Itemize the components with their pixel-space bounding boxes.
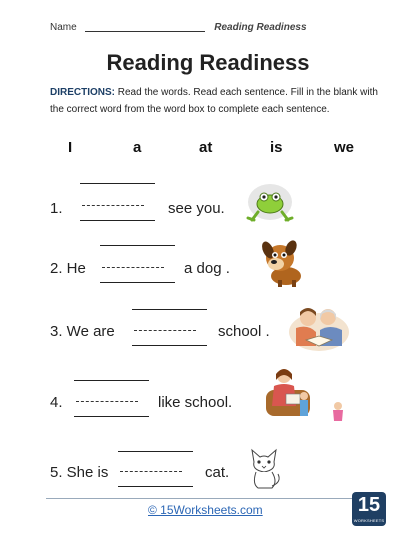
answer-blank[interactable]	[82, 205, 144, 206]
frog-icon	[244, 182, 296, 226]
sentence-end: see you.	[168, 200, 225, 217]
word-a: a	[133, 139, 142, 156]
answer-guide-bottom	[80, 220, 155, 221]
answer-blank[interactable]	[134, 330, 196, 331]
answer-guide-top	[100, 245, 175, 246]
directions-label: DIRECTIONS:	[50, 87, 115, 98]
dog-icon	[256, 236, 308, 288]
sentence-5	[50, 446, 380, 506]
word-at: at	[199, 139, 213, 156]
copyright-link[interactable]: © 15Worksheets.com	[148, 503, 263, 517]
sentence-2	[50, 240, 380, 300]
word-box	[0, 139, 416, 159]
word-we: we	[334, 139, 355, 156]
name-label: Name	[50, 22, 77, 33]
header-title: Reading Readiness	[214, 22, 307, 33]
sentence-end: cat.	[205, 464, 230, 481]
answer-guide-top	[132, 309, 207, 310]
sentence-start: 2. He	[50, 260, 86, 277]
sentence-start: 1.	[50, 200, 63, 217]
answer-guide-top	[74, 380, 149, 381]
answer-guide-bottom	[132, 345, 207, 346]
directions-text: Read the words. Read each sentence. Fill in the blank with the correct word from the word box to complete each sentence.	[50, 87, 378, 115]
answer-blank[interactable]	[76, 401, 138, 402]
name-header	[50, 22, 307, 33]
answer-guide-top	[118, 451, 193, 452]
sentence-start: 4.	[50, 394, 63, 411]
sentence-end: like school.	[158, 394, 233, 411]
word-is: is	[270, 139, 283, 156]
answer-blank[interactable]	[120, 471, 182, 472]
mother-children-icon	[256, 366, 346, 422]
name-blank[interactable]	[85, 31, 205, 32]
answer-guide-bottom	[74, 416, 149, 417]
directions	[50, 84, 380, 118]
site-logo	[352, 492, 386, 526]
sentence-start: 3. We are	[50, 323, 115, 340]
answer-blank[interactable]	[102, 267, 164, 268]
answer-guide-bottom	[100, 282, 175, 283]
sentence-end: school .	[218, 323, 270, 340]
answer-guide-bottom	[118, 486, 193, 487]
sentence-end: a dog .	[184, 260, 230, 277]
sentence-start: 5. She is	[50, 464, 109, 481]
word-i: I	[68, 139, 73, 156]
page-title: Reading Readiness	[106, 50, 310, 75]
cat-icon	[246, 448, 282, 490]
footer-divider	[46, 498, 376, 499]
sentence-1	[50, 178, 380, 238]
logo-text: WORKSHEETS	[353, 518, 385, 523]
reading-couple-icon	[288, 302, 350, 352]
answer-guide-top	[80, 183, 155, 184]
logo-number: 15	[357, 494, 381, 516]
